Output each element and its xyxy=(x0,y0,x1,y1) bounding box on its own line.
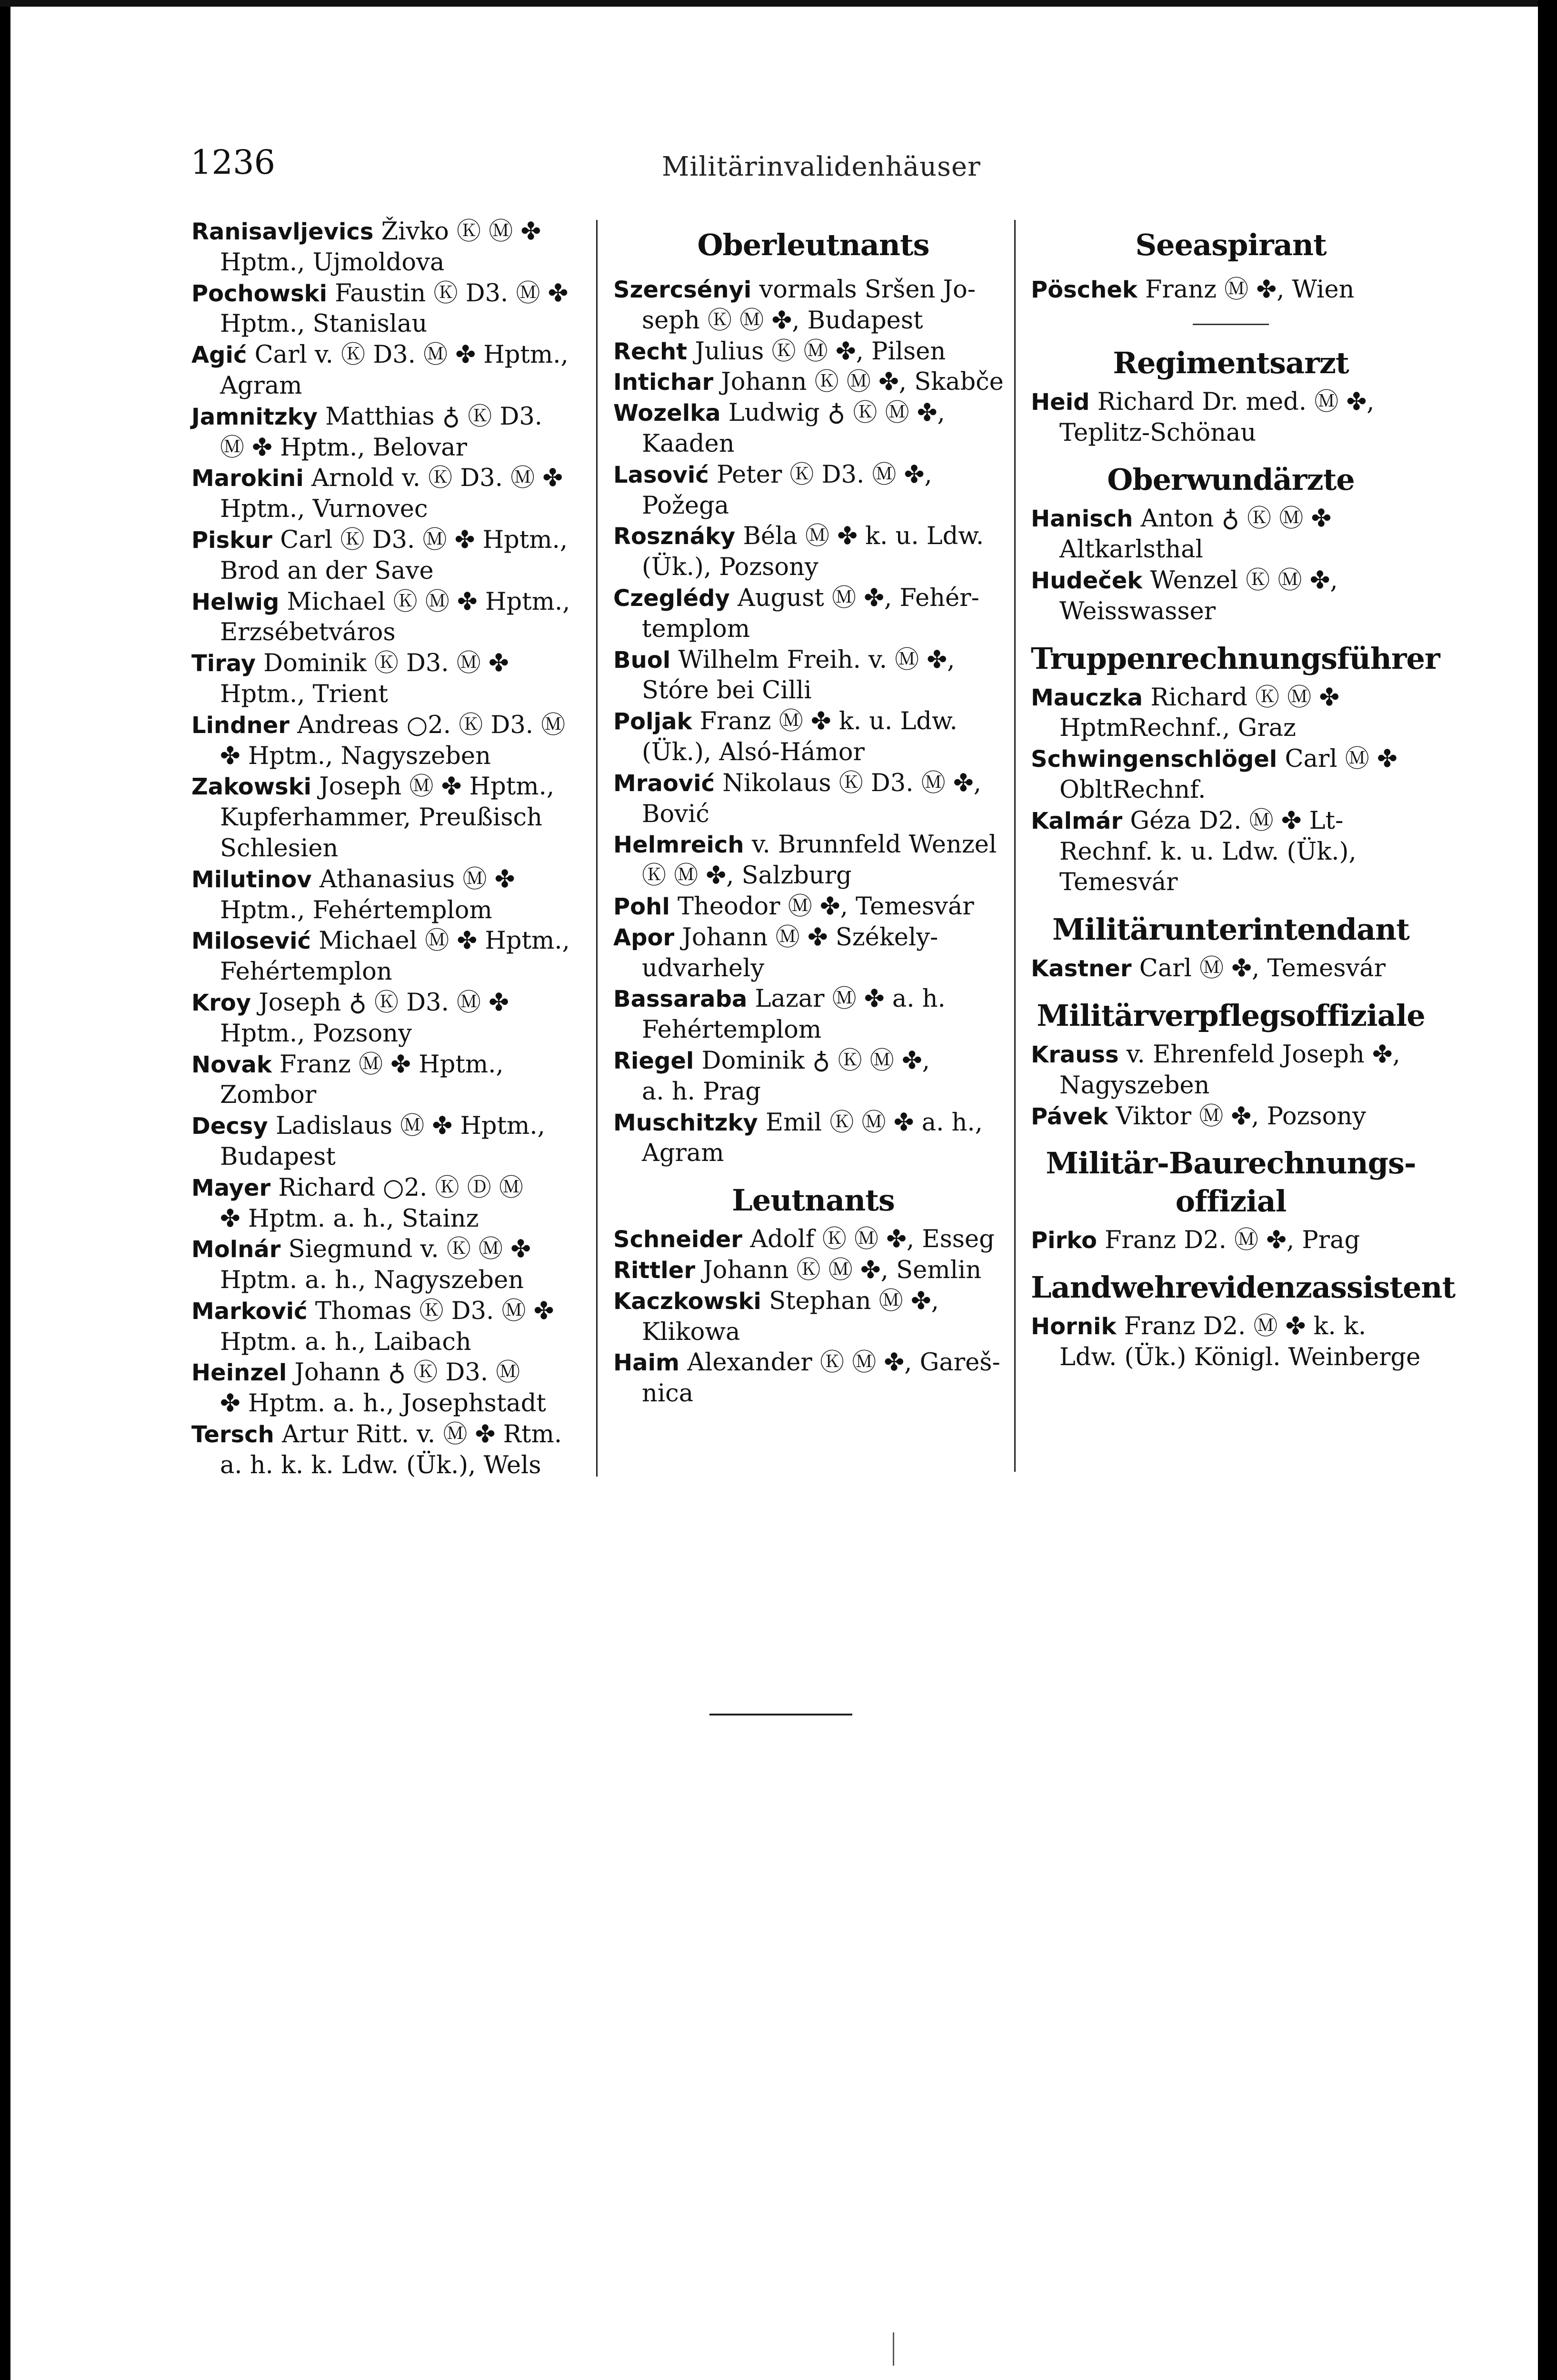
entry-surname: Wozelka xyxy=(613,400,721,427)
section-heading: Militär-Baurechnungs-offizial xyxy=(1046,1146,1416,1219)
register-entry xyxy=(191,1173,582,1235)
register-entry xyxy=(1031,504,1431,565)
entry-continuation: Bović xyxy=(642,800,709,828)
register-entry xyxy=(1031,387,1431,449)
entry-details: Wenzel Ⓚ Ⓜ ✤, xyxy=(1150,566,1338,595)
entry-details: Stephan Ⓜ ✤, xyxy=(769,1287,939,1315)
register-entry xyxy=(191,772,582,864)
register-entry xyxy=(191,988,582,1050)
register-entry xyxy=(613,1286,1013,1348)
register-entry xyxy=(1031,806,1431,898)
entry-details: Richard Dr. med. Ⓜ ✤, xyxy=(1097,387,1375,416)
entry-continuation: Nagyszeben xyxy=(1059,1071,1210,1100)
entry-details: Peter Ⓚ D3. Ⓜ ✤, xyxy=(716,460,932,489)
entry-continuation: ✤ Hptm., Nagyszeben xyxy=(220,742,491,770)
entry-surname: Rosznáky xyxy=(613,523,736,550)
entry-surname: Milosević xyxy=(191,928,311,955)
entry-surname: Zakowski xyxy=(191,774,312,801)
register-entry xyxy=(613,1224,1013,1255)
entry-details: Theodor Ⓜ ✤, Temesvár xyxy=(678,892,974,921)
section-divider xyxy=(1193,324,1269,325)
entry-details: Dominik ♁ Ⓚ Ⓜ ✤, xyxy=(701,1046,930,1075)
entry-surname: Ranisavljevics xyxy=(191,218,374,245)
register-entry xyxy=(613,922,1013,984)
entry-continuation: Ldw. (Ük.) Königl. Weinberge xyxy=(1059,1343,1421,1371)
register-entry xyxy=(191,648,582,710)
entry-details: Johann ♁ Ⓚ D3. Ⓜ xyxy=(294,1359,520,1387)
entry-continuation: Erzsébetváros xyxy=(220,618,396,647)
entry-details: Béla Ⓜ ✤ k. u. Ldw. xyxy=(743,522,984,551)
entry-continuation: Hptm., Stanislau xyxy=(220,310,428,338)
entry-continuation: Altkarlsthal xyxy=(1059,536,1203,564)
register-entry xyxy=(191,525,582,587)
register-entry xyxy=(191,217,582,278)
scan-border-top xyxy=(0,0,1557,7)
register-entry xyxy=(191,1296,582,1358)
entry-details: Živko Ⓚ Ⓜ ✤ xyxy=(381,218,541,246)
register-entry xyxy=(191,1358,582,1419)
register-entry xyxy=(613,1046,1013,1108)
entry-surname: Kaczkowski xyxy=(613,1288,761,1315)
entry-details: Andreas ○2. Ⓚ D3. Ⓜ xyxy=(297,711,566,739)
entry-continuation: Hptm. a. h., Nagyszeben xyxy=(220,1266,524,1295)
entry-continuation: (Ük.), Pozsony xyxy=(642,553,818,582)
section-heading: Leutnants xyxy=(732,1183,895,1218)
entry-surname: Lasović xyxy=(613,461,709,488)
register-entry xyxy=(613,1348,1013,1409)
entry-details: Artur Ritt. v. Ⓜ ✤ Rtm. xyxy=(282,1420,562,1449)
entry-details: Julius Ⓚ Ⓜ ✤, Pilsen xyxy=(695,337,946,366)
register-entry xyxy=(613,521,1013,583)
register-entry xyxy=(1031,1101,1431,1132)
entry-surname: Jamnitzky xyxy=(191,403,318,430)
entry-continuation: Hptm., Pozsony xyxy=(220,1019,412,1048)
entry-surname: Intichar xyxy=(613,369,714,396)
register-entry xyxy=(191,278,582,340)
register-entry xyxy=(613,1108,1013,1170)
entry-details: Franz Ⓜ ✤ k. u. Ldw. xyxy=(699,707,958,736)
entry-continuation: Agram xyxy=(220,371,302,400)
scan-border-right xyxy=(1538,0,1557,2380)
entry-details: Emil Ⓚ Ⓜ ✤ a. h., xyxy=(765,1108,983,1137)
entry-surname: Helmreich xyxy=(613,832,744,859)
entry-surname: Heinzel xyxy=(191,1359,287,1387)
entry-continuation: Kupferhammer, Preußisch Schlesien xyxy=(220,803,542,863)
register-entry xyxy=(191,1419,582,1481)
entry-details: Matthias ♁ Ⓚ D3. xyxy=(325,402,543,431)
entry-details: Franz Ⓜ ✤ Hptm., xyxy=(279,1050,504,1079)
entry-continuation: Klikowa xyxy=(642,1318,740,1346)
entry-surname: Haim xyxy=(613,1349,680,1377)
entry-surname: Muschitzky xyxy=(613,1109,758,1136)
entry-continuation: ✤ Hptm. a. h., Josephstadt xyxy=(220,1389,546,1418)
register-entry xyxy=(191,402,582,464)
entry-details: Nikolaus Ⓚ D3. Ⓜ ✤, xyxy=(722,769,981,797)
entry-continuation: Brod an der Save xyxy=(220,556,434,585)
entry-surname: Riegel xyxy=(613,1047,694,1074)
entry-surname: Apor xyxy=(613,924,675,951)
entry-continuation: Hptm. a. h., Laibach xyxy=(220,1328,471,1356)
register-entry xyxy=(191,1234,582,1296)
entry-details: Anton ♁ Ⓚ Ⓜ ✤ xyxy=(1140,505,1332,533)
entry-surname: Buol xyxy=(613,646,671,674)
section-heading: Landwehrevidenzassistent xyxy=(1031,1270,1456,1305)
entry-surname: Krauss xyxy=(1031,1041,1119,1068)
register-entry xyxy=(191,864,582,926)
entry-details: Richard ○2. Ⓚ Ⓓ Ⓜ xyxy=(278,1173,523,1202)
register-entry xyxy=(1031,565,1431,627)
entry-continuation: Ⓚ Ⓜ ✤, Salzburg xyxy=(642,862,852,890)
entry-surname: Recht xyxy=(613,338,688,365)
scan-blemish xyxy=(893,2332,894,2366)
entry-surname: Schneider xyxy=(613,1226,742,1253)
entry-continuation: Požega xyxy=(642,491,729,520)
entry-details: vormals Sršen Jo- xyxy=(759,276,976,304)
entry-surname: Schwingenschlögel xyxy=(1031,746,1278,773)
entry-details: Franz D2. Ⓜ ✤ k. k. xyxy=(1124,1312,1367,1341)
entry-surname: Tersch xyxy=(191,1421,274,1448)
register-entry xyxy=(613,984,1013,1046)
entry-continuation: Teplitz-Schönau xyxy=(1059,418,1257,447)
entry-details: Carl Ⓚ D3. Ⓜ ✤ Hptm., xyxy=(280,526,568,554)
entry-details: August Ⓜ ✤, Fehér- xyxy=(737,584,979,612)
entry-surname: Helwig xyxy=(191,588,279,615)
entry-details: v. Ehrenfeld Joseph ✤, xyxy=(1126,1040,1400,1069)
entry-details: Joseph ♁ Ⓚ D3. Ⓜ ✤ xyxy=(259,988,509,1017)
entry-surname: Mayer xyxy=(191,1174,271,1201)
entry-details: Wilhelm Freih. v. Ⓜ ✤, xyxy=(678,645,955,674)
entry-surname: Milutinov xyxy=(191,866,312,893)
entry-continuation: a. h. Prag xyxy=(642,1077,761,1106)
entry-continuation: Budapest xyxy=(220,1142,336,1171)
entry-surname: Pirko xyxy=(1031,1227,1097,1254)
column-2 xyxy=(613,217,1013,1409)
entry-surname: Piskur xyxy=(191,526,272,554)
register-entry xyxy=(191,710,582,772)
entry-continuation: Kaaden xyxy=(642,429,735,458)
entry-continuation: Hptm., Trient xyxy=(220,680,388,708)
register-entry xyxy=(613,275,1013,337)
entry-details: Athanasius Ⓜ ✤ xyxy=(319,865,515,893)
entry-continuation: Rechnf. k. u. Ldw. (Ük.), Temesvár xyxy=(1059,837,1357,897)
section-heading: Truppenrechnungsführer xyxy=(1031,641,1440,676)
section-heading: Regimentsarzt xyxy=(1113,345,1349,380)
register-entry xyxy=(1031,1311,1431,1373)
entry-surname: Kroy xyxy=(191,989,251,1016)
entry-details: Géza D2. Ⓜ ✤ Lt- xyxy=(1130,806,1344,835)
entry-details: Arnold v. Ⓚ D3. Ⓜ ✤ xyxy=(311,464,563,493)
entry-continuation: Hptm., Vurnovec xyxy=(220,495,428,524)
entry-details: v. Brunnfeld Wenzel xyxy=(751,831,997,859)
entry-surname: Agić xyxy=(191,342,247,369)
entry-details: Michael Ⓚ Ⓜ ✤ Hptm., xyxy=(287,587,570,616)
entry-continuation: Agram xyxy=(642,1139,724,1168)
entry-details: Johann Ⓜ ✤ Székely- xyxy=(682,923,938,952)
register-entry xyxy=(191,926,582,988)
entry-surname: Hornik xyxy=(1031,1313,1117,1340)
register-entry xyxy=(1031,1040,1431,1101)
page-number: 1236 xyxy=(190,143,276,182)
section-heading: Militärunterintendant xyxy=(1052,912,1409,947)
entry-continuation: Weisswasser xyxy=(1059,597,1216,625)
entry-surname: Novak xyxy=(191,1051,272,1078)
entry-surname: Marokini xyxy=(191,465,304,492)
entry-surname: Hanisch xyxy=(1031,506,1133,533)
entry-surname: Mauczka xyxy=(1031,684,1143,711)
entry-surname: Marković xyxy=(191,1298,308,1325)
entry-surname: Poljak xyxy=(613,708,692,735)
section-heading: Oberleutnants xyxy=(697,228,929,262)
entry-surname: Pöschek xyxy=(1031,277,1138,303)
entry-details: Carl Ⓜ ✤, Temesvár xyxy=(1139,954,1386,983)
entry-details: Viktor Ⓜ ✤, Pozsony xyxy=(1116,1102,1366,1130)
entry-details: Thomas Ⓚ D3. Ⓜ ✤ xyxy=(315,1297,554,1325)
entry-surname: Pohl xyxy=(613,893,670,920)
register-entry xyxy=(613,830,1013,892)
entry-surname: Mraović xyxy=(613,770,715,797)
entry-surname: Tiray xyxy=(191,650,256,677)
entry-continuation: Ⓜ ✤ Hptm., Belovar xyxy=(220,433,468,462)
section-heading: Seeaspirant xyxy=(1135,228,1327,262)
register-entry xyxy=(613,1255,1013,1286)
running-head: Militärinvalidenhäuser xyxy=(662,151,981,182)
entry-continuation: Stóre bei Cilli xyxy=(642,676,812,705)
entry-continuation: nica xyxy=(642,1379,694,1408)
entry-surname: Kastner xyxy=(1031,955,1132,982)
entry-details: Lazar Ⓜ ✤ a. h. xyxy=(755,985,946,1013)
register-entry xyxy=(191,1050,582,1111)
register-entry xyxy=(613,583,1013,645)
entry-continuation: a. h. k. k. Ldw. (Ük.), Wels xyxy=(220,1451,541,1479)
entry-continuation: Hptm., Ujmoldova xyxy=(220,248,445,277)
register-entry xyxy=(191,340,582,402)
entry-continuation: Fehértemplom xyxy=(642,1016,822,1044)
section-heading: Oberwundärzte xyxy=(1107,462,1355,497)
entry-surname: Decsy xyxy=(191,1113,268,1140)
entry-details: Siegmund v. Ⓚ Ⓜ ✤ xyxy=(288,1235,531,1264)
register-entry xyxy=(613,892,1013,922)
entry-surname: Szercsényi xyxy=(613,277,752,303)
entry-surname: Czeglédy xyxy=(613,585,730,612)
entry-surname: Lindner xyxy=(191,712,289,739)
entry-details: Johann Ⓚ Ⓜ ✤, Semlin xyxy=(703,1256,982,1284)
entry-continuation: seph Ⓚ Ⓜ ✤, Budapest xyxy=(642,306,923,335)
entry-details: Carl Ⓜ ✤ xyxy=(1285,745,1397,774)
column-rule-2 xyxy=(1014,220,1016,1472)
entry-surname: Heid xyxy=(1031,388,1090,416)
register-entry xyxy=(1031,1225,1431,1256)
register-entry xyxy=(613,768,1013,830)
entry-details: Franz D2. Ⓜ ✤, Prag xyxy=(1105,1226,1360,1255)
end-rule xyxy=(709,1714,852,1716)
register-entry xyxy=(191,463,582,525)
register-entry xyxy=(613,460,1013,522)
entry-surname: Bassaraba xyxy=(613,986,748,1013)
entry-continuation: HptmRechnf., Graz xyxy=(1059,714,1296,743)
entry-continuation: (Ük.), Alsó-Hámor xyxy=(642,738,865,766)
entry-details: Adolf Ⓚ Ⓜ ✤, Esseg xyxy=(750,1225,995,1254)
register-entry xyxy=(1031,953,1431,984)
entry-surname: Kalmár xyxy=(1031,807,1123,834)
register-entry xyxy=(613,398,1013,460)
entry-details: Alexander Ⓚ Ⓜ ✤, Gareš- xyxy=(687,1349,1000,1377)
register-entry xyxy=(191,587,582,649)
entry-surname: Hudeček xyxy=(1031,567,1143,594)
entry-continuation: Fehértemplon xyxy=(220,958,392,986)
register-entry xyxy=(613,367,1013,398)
entry-surname: Rittler xyxy=(613,1257,695,1284)
entry-continuation: Zombor xyxy=(220,1081,317,1110)
entry-details: Richard Ⓚ Ⓜ ✤ xyxy=(1150,683,1340,712)
entry-details: Ladislaus Ⓜ ✤ Hptm., xyxy=(275,1112,545,1140)
register-entry xyxy=(613,706,1013,768)
entry-details: Franz Ⓜ ✤, Wien xyxy=(1145,276,1355,304)
register-entry xyxy=(613,337,1013,367)
entry-details: Carl v. Ⓚ D3. Ⓜ ✤ Hptm., xyxy=(254,341,569,369)
entry-continuation: templom xyxy=(642,615,750,643)
column-rule-1 xyxy=(596,220,598,1477)
entry-continuation: ✤ Hptm. a. h., Stainz xyxy=(220,1204,479,1233)
entry-details: Michael Ⓜ ✤ Hptm., xyxy=(319,927,570,955)
entry-details: Ludwig ♁ Ⓚ Ⓜ ✤, xyxy=(728,399,945,427)
register-entry xyxy=(191,1111,582,1173)
entry-continuation: udvarhely xyxy=(642,954,765,982)
entry-surname: Molnár xyxy=(191,1236,281,1263)
column-1 xyxy=(191,217,582,1481)
register-entry xyxy=(613,645,1013,707)
entry-continuation: Hptm., Fehértemplom xyxy=(220,896,492,924)
register-entry xyxy=(1031,275,1431,306)
register-entry xyxy=(1031,744,1431,806)
section-heading: Militärverpflegsoffiziale xyxy=(1037,998,1425,1033)
scan-border-left xyxy=(0,0,10,2380)
register-entry xyxy=(1031,683,1431,744)
entry-surname: Pávek xyxy=(1031,1103,1108,1130)
column-3 xyxy=(1031,217,1456,1373)
entry-details: Dominik Ⓚ D3. Ⓜ ✤ xyxy=(263,649,509,678)
entry-details: Joseph Ⓜ ✤ Hptm., xyxy=(319,773,555,801)
entry-details: Faustin Ⓚ D3. Ⓜ ✤ xyxy=(335,279,569,307)
entry-details: Johann Ⓚ Ⓜ ✤, Skabče xyxy=(721,368,1004,397)
entry-continuation: ObltRechnf. xyxy=(1059,775,1206,804)
entry-surname: Pochowski xyxy=(191,280,328,307)
